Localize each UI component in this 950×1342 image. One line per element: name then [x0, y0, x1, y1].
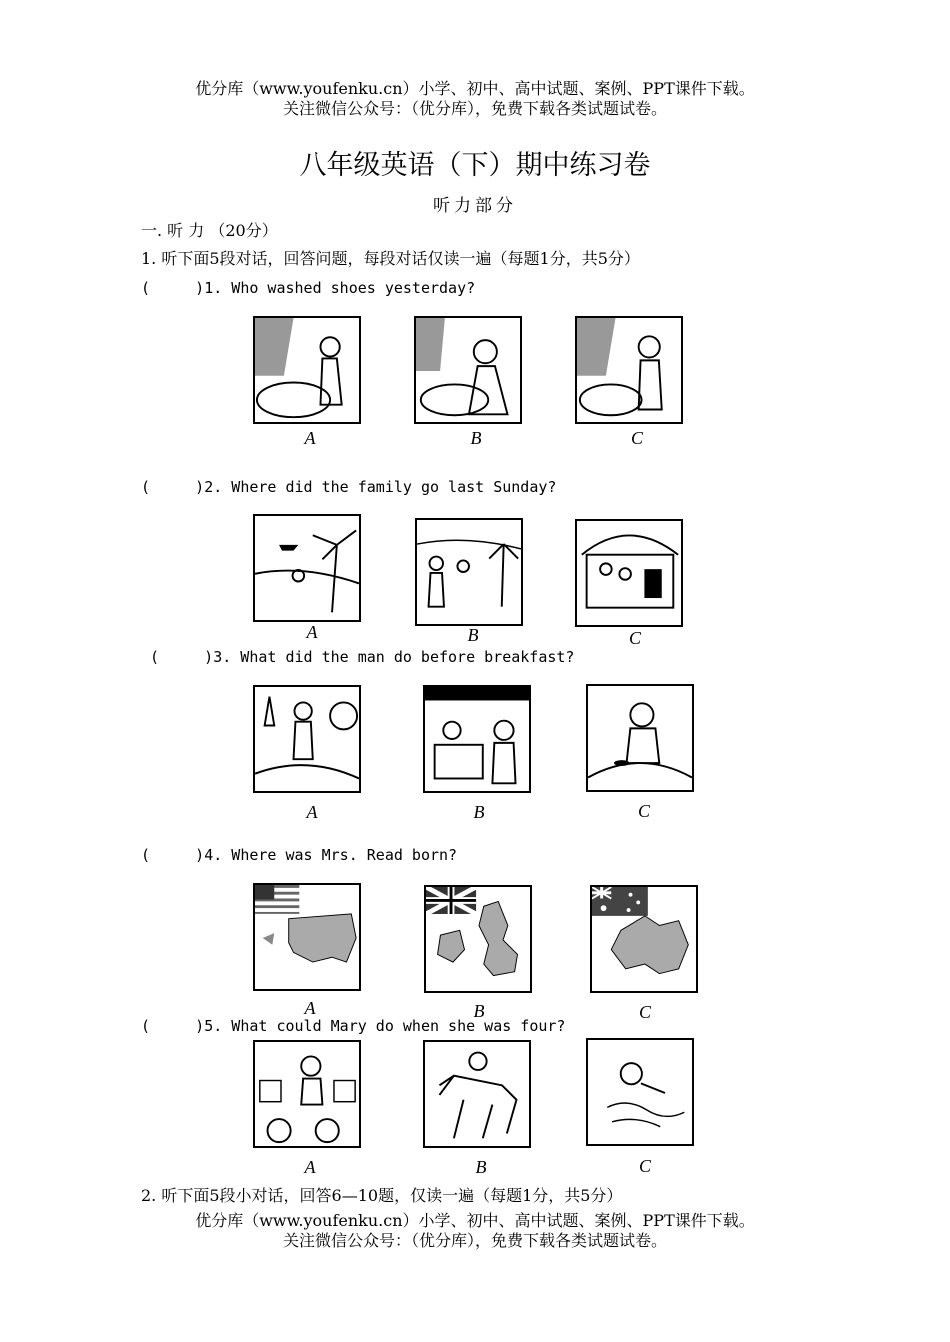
girl-washing-shoes-icon [414, 316, 522, 424]
option-2-c: C [628, 628, 641, 648]
option-5-c: C [638, 1156, 651, 1176]
option-1-b: B [470, 428, 482, 448]
question-2: ( )2. Where did the family go last Sunday? [141, 478, 557, 496]
child-swimming-icon [586, 1038, 694, 1146]
option-4-c: C [638, 1002, 651, 1022]
option-4-a: A [304, 998, 316, 1018]
option-2-b: B [467, 625, 479, 645]
part-1-instruction: 1. 听下面5段对话，回答问题，每段对话仅读一遍（每题1分，共5分） [141, 249, 640, 268]
part-2-instruction: 2. 听下面5段小对话，回答6—10题，仅读一遍（每题1分，共5分） [141, 1186, 623, 1205]
option-3-b: B [473, 802, 485, 822]
option-4-b: B [473, 1001, 485, 1021]
park-scene-icon [415, 518, 523, 626]
australia-map-flag-icon [590, 885, 698, 993]
girl-riding-horse-icon [423, 1040, 531, 1148]
woman-washing-shoes-icon [575, 316, 683, 424]
question-4: ( )4. Where was Mrs. Read born? [141, 846, 458, 864]
question-1: ( )1. Who washed shoes yesterday? [141, 279, 476, 297]
header-line-1: 优分库（www.youfenku.cn）小学、初中、高中试题、案例、PPT课件下载。 [195, 79, 755, 98]
man-at-table-icon [586, 684, 694, 792]
question-3: ( )3. What did the man do before breakfast? [150, 648, 575, 666]
option-5-a: A [304, 1157, 316, 1177]
header-line-2: 关注微信公众号：（优分库），免费下载各类试题试卷。 [282, 99, 667, 118]
footer-line-2: 关注微信公众号：（优分库），免费下载各类试题试卷。 [282, 1231, 667, 1250]
man-in-shop-icon [423, 685, 531, 793]
section-subtitle: 听力部分 [433, 196, 517, 216]
section-heading: 一. 听 力 （20分） [141, 221, 278, 240]
man-walking-park-icon [253, 685, 361, 793]
usa-map-flag-icon [253, 883, 361, 991]
building-scene-icon [575, 519, 683, 627]
page-title: 八年级英语（下）期中练习卷 [299, 150, 651, 181]
option-3-c: C [637, 801, 650, 821]
uk-map-flag-icon [424, 885, 532, 993]
option-3-a: A [306, 802, 318, 822]
girl-riding-bike-icon [253, 1040, 361, 1148]
footer-line-1: 优分库（www.youfenku.cn）小学、初中、高中试题、案例、PPT课件下载。 [195, 1211, 755, 1230]
option-1-c: C [630, 428, 643, 448]
beach-scene-icon [253, 514, 361, 622]
option-5-b: B [475, 1157, 487, 1177]
question-5: ( )5. What could Mary do when she was four? [141, 1017, 566, 1035]
option-2-a: A [306, 622, 318, 642]
boy-washing-shoes-icon [253, 316, 361, 424]
option-1-a: A [304, 428, 316, 448]
